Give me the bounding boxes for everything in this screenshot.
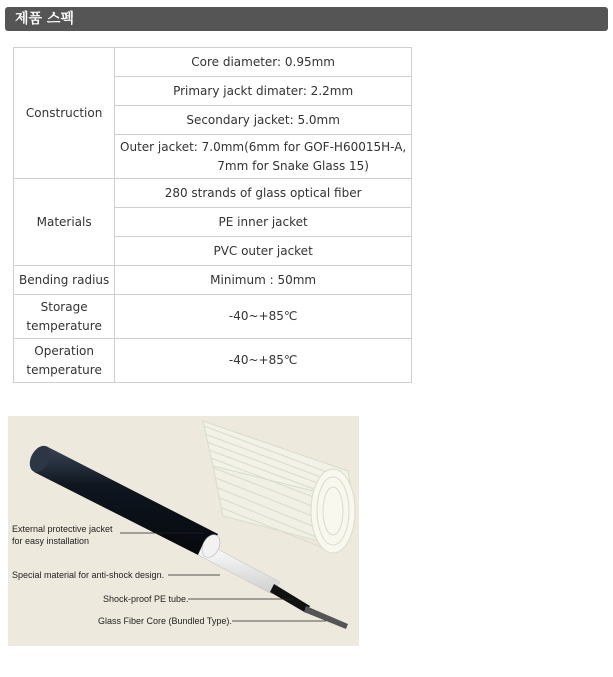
callout-special-material: Special material for anti-shock design. (12, 570, 165, 580)
table-row (14, 266, 412, 295)
outer-jacket-line2: 7mm for Snake Glass 15) (217, 158, 369, 173)
table-row (14, 48, 412, 77)
callout-external-jacket-line2: for easy installation (12, 536, 90, 546)
table-row (14, 339, 412, 383)
construction-label: Construction (14, 48, 115, 179)
primary-jacket-value: Primary jackt dimater: 2.2mm (115, 77, 412, 106)
callout-external-jacket-line1: External protective jacket (12, 524, 113, 534)
outer-jacket-line1: Outer jacket: 7.0mm(6mm for GOF-H60015H-A, (120, 139, 407, 154)
storage-temperature-value: -40~+85℃ (115, 295, 412, 339)
bending-radius-label: Bending radius (14, 266, 115, 295)
fiber-bundle-icon (203, 421, 355, 553)
core-diameter-value: Core diameter: 0.95mm (115, 48, 412, 77)
bending-radius-value: Minimum : 50mm (115, 266, 412, 295)
table-row (14, 295, 412, 339)
pvc-outer-jacket-value: PVC outer jacket (115, 237, 412, 266)
outer-jacket-value (115, 135, 412, 179)
operation-label-line1: Operation (34, 343, 94, 358)
pe-inner-jacket-value: PE inner jacket (115, 208, 412, 237)
storage-label-line1: Storage (40, 299, 88, 314)
table-row (14, 179, 412, 208)
spec-table (13, 47, 412, 383)
storage-temperature-label (14, 295, 115, 339)
operation-label-line2: temperature (26, 362, 102, 377)
secondary-jacket-value: Secondary jacket: 5.0mm (115, 106, 412, 135)
callout-glass-fiber-core: Glass Fiber Core (Bundled Type). (98, 616, 232, 626)
materials-label: Materials (14, 179, 115, 266)
glass-fiber-value: 280 strands of glass optical fiber (115, 179, 412, 208)
storage-label-line2: temperature (26, 318, 102, 333)
callout-pe-tube: Shock-proof PE tube. (103, 594, 189, 604)
operation-temperature-value: -40~+85℃ (115, 339, 412, 383)
operation-temperature-label (14, 339, 115, 383)
section-title: 제품 스펙 (15, 11, 74, 27)
section-header (5, 7, 608, 31)
cable-diagram (8, 416, 359, 646)
